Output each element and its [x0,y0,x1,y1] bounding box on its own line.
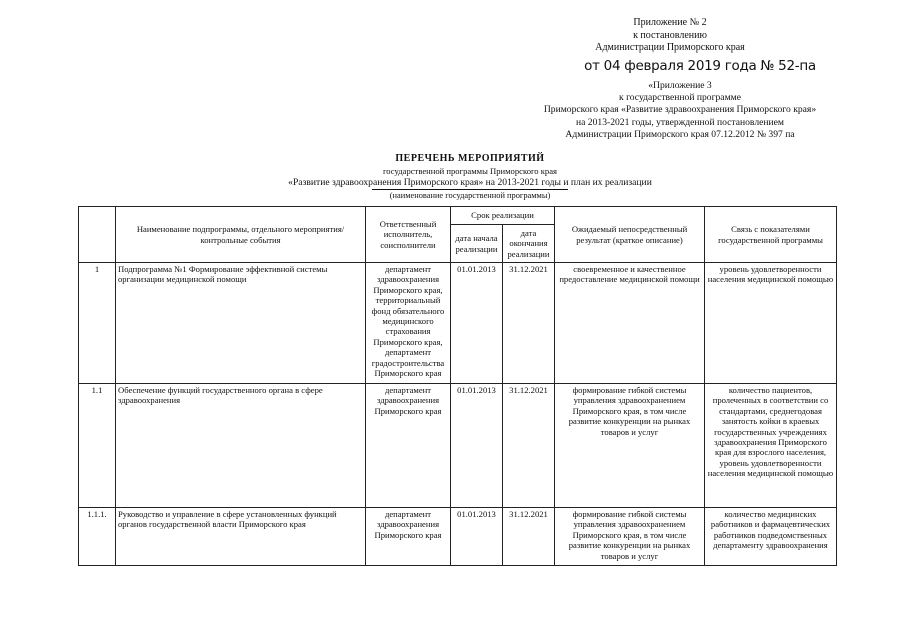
row-start: 01.01.2013 [451,263,503,384]
title-main: ПЕРЕЧЕНЬ МЕРОПРИЯТИЙ [395,153,545,164]
row-name: Обеспечение функций государственного органа в сфере здравоохранения [116,384,366,508]
header-num [79,207,116,263]
header-end: дата окончания реализации [503,225,555,263]
row-executor: департамент здравоохранения Приморского края [366,508,451,566]
annex-header [520,17,820,55]
header-name: Наименование подпрограммы, отдельного мероприятия/контрольные события [116,207,366,263]
row-executor: департамент здравоохранения Приморского края [366,384,451,508]
table-row [79,384,837,508]
row-result: формирование гибкой системы управления здравоохранением Приморского края, в том числе развитие конкуренции на рынках товаров и услуг [555,384,705,508]
row-end: 31.12.2021 [503,263,555,384]
table-row [79,508,837,566]
row-start: 01.01.2013 [451,384,503,508]
row-num: 1.1.1. [79,508,116,566]
annex-line: на 2013-2021 годы, утвержденной постановлением [576,116,784,128]
annex-line: к государственной программе [619,92,741,104]
document-title [120,153,820,202]
row-executor: департамент здравоохранения Приморского края, территориальный фонд обязательного медицинского страхования Приморского края, департамент градостроительства Приморского края [366,263,451,384]
title-sub: государственной программы Приморского края [382,166,557,176]
header-start: дата начала реализации [451,225,503,263]
row-start: 01.01.2013 [451,508,503,566]
row-result: своевременное и качественное предоставление медицинской помощи [555,263,705,384]
header-result: Ожидаемый непосредственный результат (краткое описание) [555,207,705,263]
program-annex-header [480,80,880,141]
row-name: Подпрограмма №1 Формирование эффективной системы организации медицинской помощи [116,263,366,384]
row-link: количество медицинских работников и фармацевтических работников подведомственных департаменту здравоохранения [705,508,837,566]
annex-line: «Приложение 3 [648,80,712,91]
decree-date: от 04 февраля 2019 года № 52-па [584,58,816,74]
row-result: формирование гибкой системы управления здравоохранением Приморского края, в том числе развитие конкуренции на рынках товаров и услуг [555,508,705,566]
table-row [79,263,837,384]
title-caption: (наименование государственной программы) [372,189,569,202]
row-num: 1 [79,263,116,384]
title-program: «Развитие здравоохранения Приморского края» на 2013-2021 годы и план их реализации [288,177,652,188]
annex-line: Администрации Приморского края [595,42,745,53]
row-end: 31.12.2021 [503,384,555,508]
row-name: Руководство и управление в сфере установленных функций органов государственной власти Приморского края [116,508,366,566]
header-period: Срок реализации [451,207,555,225]
row-num: 1.1 [79,384,116,508]
measures-table [78,206,837,566]
row-link: количество пациентов, пролеченных в соответствии со стандартами, среднегодовая занятость койки в краевых государственных учреждениях здравоохранения Приморского края для взрослого населения, уровень удовлетворенности населения медицинской помощью [705,384,837,508]
row-end: 31.12.2021 [503,508,555,566]
annex-line: к постановлению [633,29,707,41]
annex-line: Приложение № 2 [633,17,707,28]
annex-line: Администрации Приморского края 07.12.2012 № 397 па [565,128,795,140]
header-executor: Ответственный исполнитель, соисполнители [366,207,451,263]
header-link: Связь с показателями государственной программы [705,207,837,263]
row-link: уровень удовлетворенности населения медицинской помощью [705,263,837,384]
annex-line: Приморского края «Развитие здравоохранения Приморского края» [543,104,817,116]
